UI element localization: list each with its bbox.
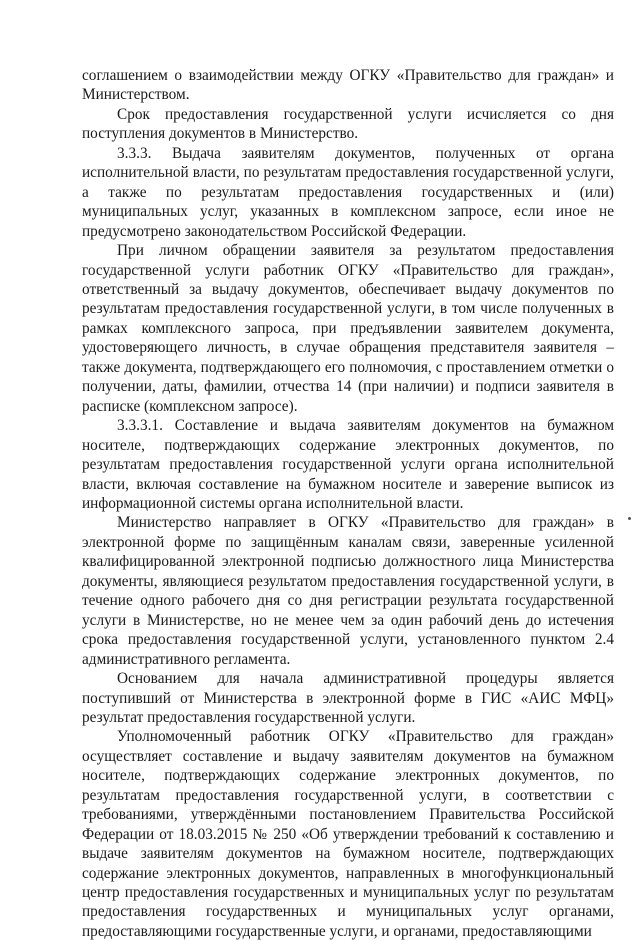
paragraph-service-term: Срок предоставления государственной услуги исчисляется со дня поступления документов в Министерство. <box>82 105 614 143</box>
paragraph-section-3-3-3-1: 3.3.3.1. Составление и выдача заявителям документов на бумажном носителе, подтверждающих содержание электронных документов, по результатам предоставления государственной услуги органа исполнительной власти, включая составление на бумажном носителе и заверение выписок из информационной системы органа исполнительной власти. <box>82 417 614 512</box>
paragraph-section-3-3-3: 3.3.3. Выдача заявителям документов, полученных от органа исполнительной власти, по результатам предоставления государственной услуги, а также по результатам предоставления государственных и (или) муниципальных услуг, указанных в комплексном запросе, если иное не предусмотрено законодательством Российской Федерации. <box>82 144 614 240</box>
paragraph-agreement-continuation: соглашением о взаимодействии между ОГКУ «Правительство для граждан» и Министерством. <box>82 67 614 104</box>
paragraph-personal-appeal: При личном обращении заявителя за результатом предоставления государственной услуги работник ОГКУ «Правительство для граждан», ответственный за выдачу документов, обеспечивает выдачу документов по результатам предоставления государственной услуги, в том числе полученных в рамках комплексного запроса, при предъявлении заявителем документа, удостоверяющего личность, в случае обращения представителя заявителя – также документа, подтверждающего его полномочия, с проставлением отметки о получении, даты, фамилии, отчества 14 (при наличии) и подписи заявителя в расписке (комплексном запросе). <box>82 242 614 415</box>
paragraph-authorized-worker: Уполномоченный работник ОГКУ «Правительство для граждан» осуществляет составление и выдачу заявителям документов на бумажном носителе, подтверждающих содержание электронных документов, по результатам предоставления государственной услуги, в соответствии с требованиями, утверждёнными постановлением Правительства Российской Федерации от 18.03.2015 № 250 «Об утверждении требований к составлению и выдаче заявителям документов на бумажном носителе, подтверждающих содержание электронных документов, направленных в многофункциональный центр предоставления государственных и муниципальных услуг по результатам предоставления государственных и муниципальных услуг органами, предоставляющими государственные услуги, и органами, предоставляющими <box>82 728 614 940</box>
scan-speck <box>628 517 631 520</box>
paragraph-ministry-sends: Министерство направляет в ОГКУ «Правительство для граждан» в электронной форме по защищённым каналам связи, заверенные усиленной квалифицированной электронной подписью должностного лица Министерства документы, являющиеся результатом предоставления государственной услуги, в течение одного рабочего дня со дня регистрации результата государственной услуги в Министерстве, но не менее чем за один рабочий день до истечения срока предоставления государственной услуги, установленного пунктом 2.4 административного регламента. <box>82 514 614 668</box>
document-page <box>82 66 614 941</box>
paragraph-procedure-basis: Основанием для начала административной процедуры является поступивший от Министерства в электронной форме в ГИС «АИС МФЦ» результат предоставления государственной услуги. <box>82 670 614 726</box>
